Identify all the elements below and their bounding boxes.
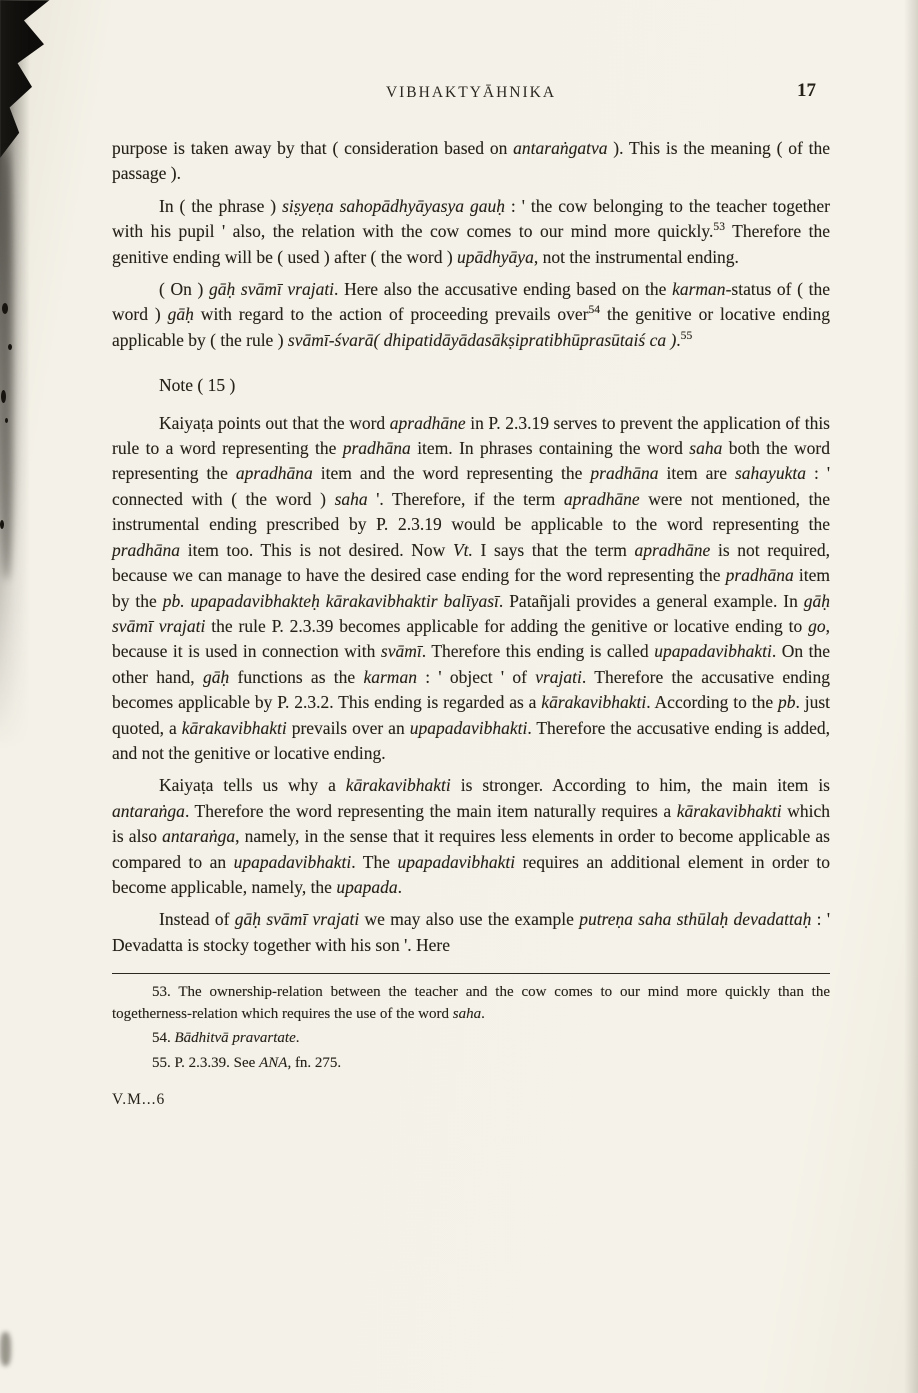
scan-artifact-corner-blob — [0, 0, 80, 158]
footnote-divider — [112, 973, 830, 974]
scan-artifact-left-edge — [0, 0, 34, 780]
scan-speck — [1, 390, 6, 403]
running-header — [112, 80, 830, 102]
scan-speck — [5, 418, 8, 423]
footnote-55: 55. P. 2.3.39. See ANA, fn. 275. — [152, 1054, 342, 1071]
footnote-54: 54. Bādhitvā pravartate. — [152, 1030, 300, 1047]
scan-artifact-bottom-smudge — [0, 1332, 11, 1366]
page-number: 17 — [797, 80, 816, 101]
volume-signature: V.M...6 — [112, 1090, 166, 1108]
scan-speck — [0, 520, 4, 529]
paragraph-kaiyata-points-out: Kaiyaṭa points out that the word apradhāne in P. 2.3.19 serves to prevent the application of this rule to a word representing the pradhāna item. In phrases containing the word saha both the word representing the apradhāna item and the word representing the pradhāna item are sahayukta : ' connected with ( the word ) saha '. Therefore, if the term apradhāne were not mentioned, the instrumental ending prescribed by P. 2.3.19 would be applicable to the word representing the pradhāna item too. This is not desired. Now Vt. I says that the term apradhāne is not required, because we can manage to have the desired case ending for the word representing the pradhāna item by the pb. upapadavibhakteḥ kārakavibhaktir balīyasī. Patañjali provides a general example. In gāḥ svāmī vrajati the rule P. 2.3.39 becomes applicable for adding the genitive or locative ending to go, because it is used in connection with svāmī. Therefore this ending is called upapadavibhakti. On the other hand, gāḥ functions as the karman : ' object ' of vrajati. Therefore the accusative ending becomes applicable by P. 2.3.2. This ending is regarded as a kārakavibhakti. According to the pb. just quoted, a kārakavibhakti prevails over an upapadavibhakti. Therefore the accusative ending is added, and not the genitive or locative ending. — [112, 412, 831, 763]
footnotes-section — [112, 982, 830, 1074]
paragraph-kaiyata-tells-why: Kaiyaṭa tells us why a kārakavibhakti is stronger. According to him, the main item is antaraṅga. Therefore the word representing the main item naturally requires a kārakavibhakti which is also antaraṅga, namely, in the sense that it requires less elements in order to become applicable as compared to an upapadavibhakti. The upapadavibhakti requires an additional element in order to become applicable, namely, the upapada. — [112, 775, 830, 897]
paragraph-continuation: purpose is taken away by that ( consideration based on antaraṅgatva ). This is the meaning ( of the passage ). — [112, 138, 831, 184]
paragraph-phrase-example: In ( the phrase ) siṣyeṇa sahopādhyāyasya gauḥ : ' the cow belonging to the teacher together with his pupil ' also, the relation with the cow comes to our mind more quickly.$^{53}$ Therefore the genitive ending will be ( used ) after ( the word ) upādhyāya, not the instrumental ending. — [112, 195, 830, 267]
footnote-53: 53. The ownership-relation between the teacher and the cow comes to our mind more quickly than the togetherness-relation which requires the use of the word saha. — [112, 984, 830, 1022]
scan-speck — [8, 344, 12, 350]
scan-speck — [2, 303, 8, 314]
scan-artifact-left-streak — [0, 150, 13, 580]
scan-artifact-right-shadow — [904, 0, 918, 1393]
paragraph-instead-of: Instead of gāḥ svāmī vrajati we may also use the example putreṇa saha sthūlaḥ devadattaḥ : ' Devadatta is stocky together with his son '. Here — [112, 909, 830, 955]
page-header-title: VIBHAKTYĀHNIKA — [385, 84, 557, 101]
page-content — [112, 80, 831, 1124]
paragraph-gah-svami: ( On ) gāḥ svāmī vrajati. Here also the accusative ending based on the karman-status of ( the word ) gāḥ with regard to the action of proceeding prevails over$^{54}$ the genitive or locative ending applicable by ( the rule ) svāmī-śvarā( dhipatidāyādasākṣipratibhūprasūtaiś ca ).$^{55}$ — [112, 279, 830, 350]
note-heading: Note ( 15 ) — [159, 375, 236, 396]
